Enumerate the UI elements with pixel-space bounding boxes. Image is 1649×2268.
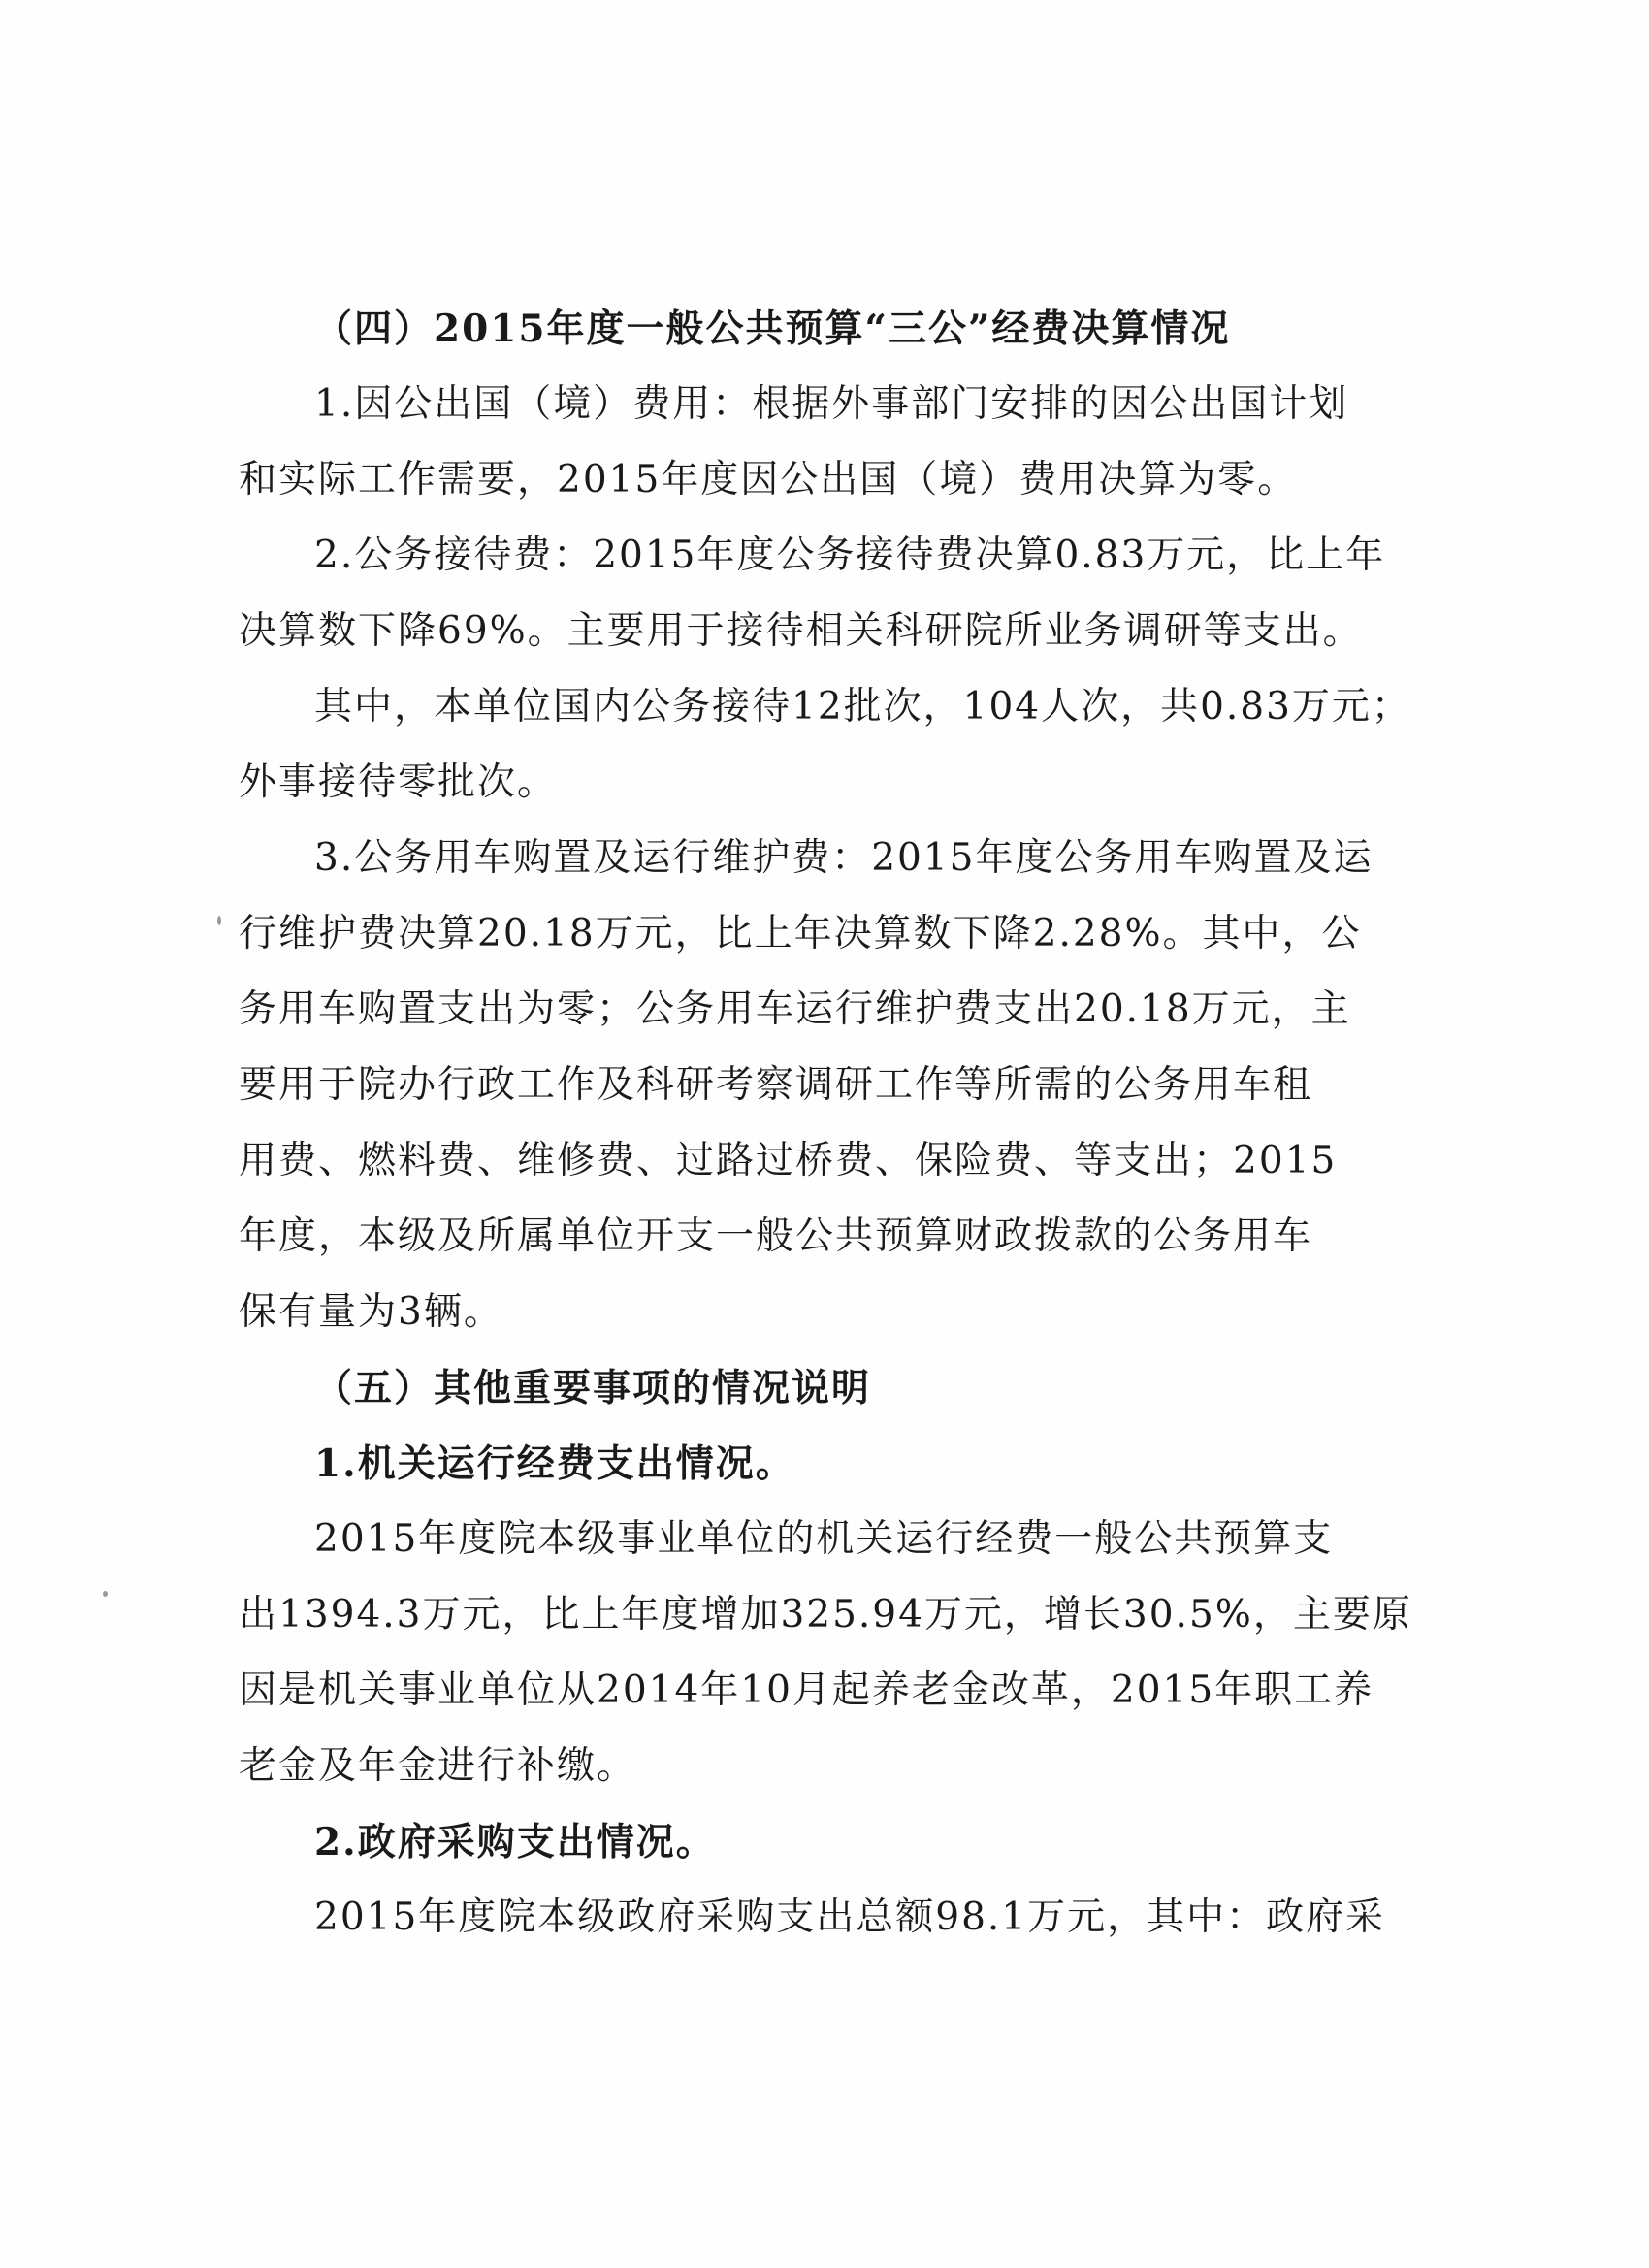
text-line: 年度，本级及所属单位开支一般公共预算财政拨款的公务用车 — [239, 1215, 1313, 1258]
text-line: 决算数下降69%。主要用于接待相关科研院所业务调研等支出。 — [239, 609, 1363, 653]
section5-sub2-body — [239, 1880, 1432, 1956]
section5-heading: （五）其他重要事项的情况说明 — [314, 1366, 872, 1410]
section5-sub1-body — [239, 1502, 1432, 1804]
text-line: 和实际工作需要，2015年度因公出国（境）费用决算为零。 — [239, 458, 1298, 502]
section4-item2 — [239, 518, 1432, 669]
section4-item2-detail — [239, 669, 1432, 821]
text-line: 出1394.3万元，比上年度增加325.94万元，增长30.5%，主要原 — [239, 1593, 1412, 1636]
section4-item1 — [239, 367, 1432, 518]
section4-heading: （四）2015年度一般公共预算“三公”经费决算情况 — [314, 307, 1231, 351]
text-line: 外事接待零批次。 — [239, 761, 558, 804]
text-line: 其中，本单位国内公务接待12批次，104人次，共0.83万元； — [314, 685, 1411, 729]
section4-item3 — [239, 821, 1432, 1350]
text-line: 用费、燃料费、维修费、过路过桥费、保险费、等支出；2015 — [239, 1139, 1338, 1183]
text-line: 保有量为3辆。 — [239, 1290, 503, 1334]
scan-speck — [217, 916, 221, 925]
text-line: 2015年度院本级政府采购支出总额98.1万元，其中：政府采 — [314, 1895, 1386, 1939]
section5-sub2-title: 2.政府采购支出情况。 — [314, 1820, 716, 1864]
text-line: 2.公务接待费：2015年度公务接待费决算0.83万元，比上年 — [314, 534, 1386, 577]
text-line: 老金及年金进行补缴。 — [239, 1744, 637, 1788]
text-line: 行维护费决算20.18万元，比上年决算数下降2.28%。其中，公 — [239, 912, 1362, 956]
text-line: 3.公务用车购置及运行维护费：2015年度公务用车购置及运 — [314, 836, 1374, 880]
document-body — [239, 291, 1432, 1956]
text-line: 要用于院办行政工作及科研考察调研工作等所需的公务用车租 — [239, 1063, 1313, 1107]
text-line: 因是机关事业单位从2014年10月起养老金改革，2015年职工养 — [239, 1669, 1374, 1712]
section5-sub1-title: 1.机关运行经费支出情况。 — [314, 1442, 795, 1486]
text-line: 2015年度院本级事业单位的机关运行经费一般公共预算支 — [314, 1517, 1334, 1561]
text-line: 1.因公出国（境）费用：根据外事部门安排的因公出国计划 — [314, 382, 1349, 426]
text-line: 务用车购置支出为零；公务用车运行维护费支出20.18万元，主 — [239, 988, 1351, 1031]
scan-speck — [103, 1591, 108, 1597]
